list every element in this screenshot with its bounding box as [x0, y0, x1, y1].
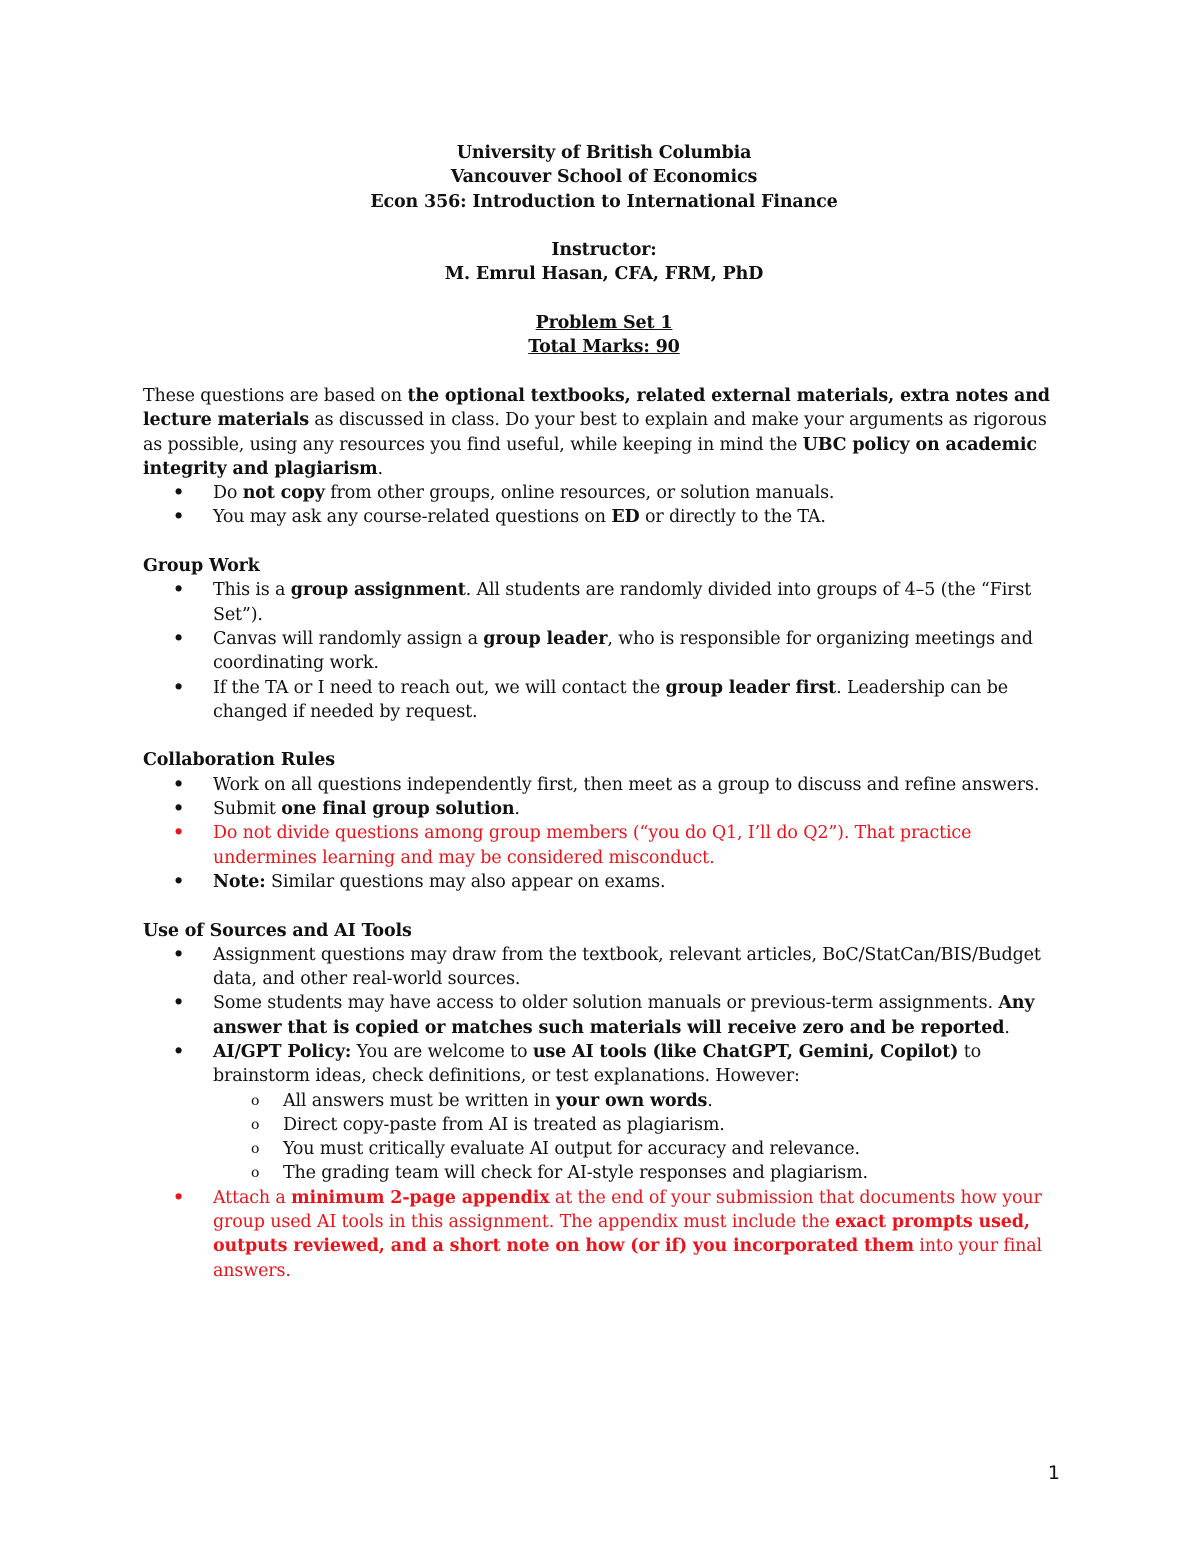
instructor-name: M. Emrul Hasan, CFA, FRM, PhD	[444, 264, 764, 285]
collaboration-bullets	[143, 773, 1065, 894]
intro-paragraph: These questions are based on the optional textbooks, related external materials, extra notes and lecture materials as discussed in class. Do your best to explain and make your arguments as rigorous as possible, using any resources you find useful, while keeping in mind the UBC policy on academic integrity and plagiarism.	[143, 385, 1050, 479]
sub-list-item: o You must critically evaluate AI output for accuracy and relevance.	[143, 1137, 1065, 1161]
title-block	[143, 141, 1065, 384]
list-item: • Submit one final group solution.	[143, 797, 1065, 821]
sub-list-item: o Direct copy-paste from AI is treated as plagiarism.	[143, 1113, 1065, 1137]
list-item: • If the TA or I need to reach out, we will contact the group leader first. Leadership can be changed if needed by request.	[143, 676, 1065, 725]
sources-bullets	[143, 943, 1065, 1283]
list-item: • Canvas will randomly assign a group leader, who is responsible for organizing meetings and coordinating work.	[143, 627, 1065, 676]
group-work-heading: Group Work	[143, 556, 260, 577]
list-item-warning: • Do not divide questions among group members (“you do Q1, I’ll do Q2”). That practice undermines learning and may be considered misconduct.	[143, 821, 1065, 870]
school-name: Vancouver School of Economics	[450, 167, 758, 188]
list-item: • This is a group assignment. All students are randomly divided into groups of 4–5 (the “First Set”).	[143, 578, 1065, 627]
intro-bullets	[143, 481, 1065, 530]
group-work-bullets	[143, 578, 1065, 724]
list-item: • Note: Similar questions may also appear on exams.	[143, 870, 1065, 894]
list-item-appendix-warning: • Attach a minimum 2-page appendix at the end of your submission that documents how your group used AI tools in this assignment. The appendix must include the exact prompts used, outputs reviewed, and a short note on how (or if) you incorporated them into your final answers.	[143, 1186, 1065, 1283]
list-item-ai-policy: • AI/GPT Policy: You are welcome to use AI tools (like ChatGPT, Gemini, Copilot) to brainstorm ideas, check definitions, or test explanations. However: o All answers must be written in your own words. o Direct copy-paste from AI is treated as plagiarism. o You must critically evaluate AI output for accuracy and relevance. o The grading team will check for AI-style responses and plagiarism.	[143, 1040, 1065, 1186]
problem-set-title: Problem Set 1	[535, 313, 673, 334]
page-number: 1	[1047, 1462, 1060, 1484]
collaboration-heading: Collaboration Rules	[143, 750, 335, 771]
document-body	[143, 141, 1065, 1283]
instructor-label: Instructor:	[551, 240, 657, 261]
list-item: • Some students may have access to older solution manuals or previous-term assignments. Any answer that is copied or matches such materials will receive zero and be reported.	[143, 991, 1065, 1040]
list-item: • Work on all questions independently first, then meet as a group to discuss and refine answers.	[143, 773, 1065, 797]
sub-list-item: o The grading team will check for AI-style responses and plagiarism.	[143, 1161, 1065, 1185]
sources-heading: Use of Sources and AI Tools	[143, 920, 412, 941]
sub-list-item: o All answers must be written in your own words.	[143, 1089, 1065, 1113]
list-item: • You may ask any course-related questions on ED or directly to the TA.	[143, 505, 1065, 529]
total-marks: Total Marks: 90	[528, 337, 680, 358]
list-item: • Assignment questions may draw from the textbook, relevant articles, BoC/StatCan/BIS/Budget data, and other real-world sources.	[143, 943, 1065, 992]
university-name: University of British Columbia	[456, 143, 752, 163]
list-item: • Do not copy from other groups, online resources, or solution manuals.	[143, 481, 1065, 505]
course-title: Econ 356: Introduction to International Finance	[370, 191, 838, 212]
ai-policy-sublist	[213, 1089, 1065, 1186]
